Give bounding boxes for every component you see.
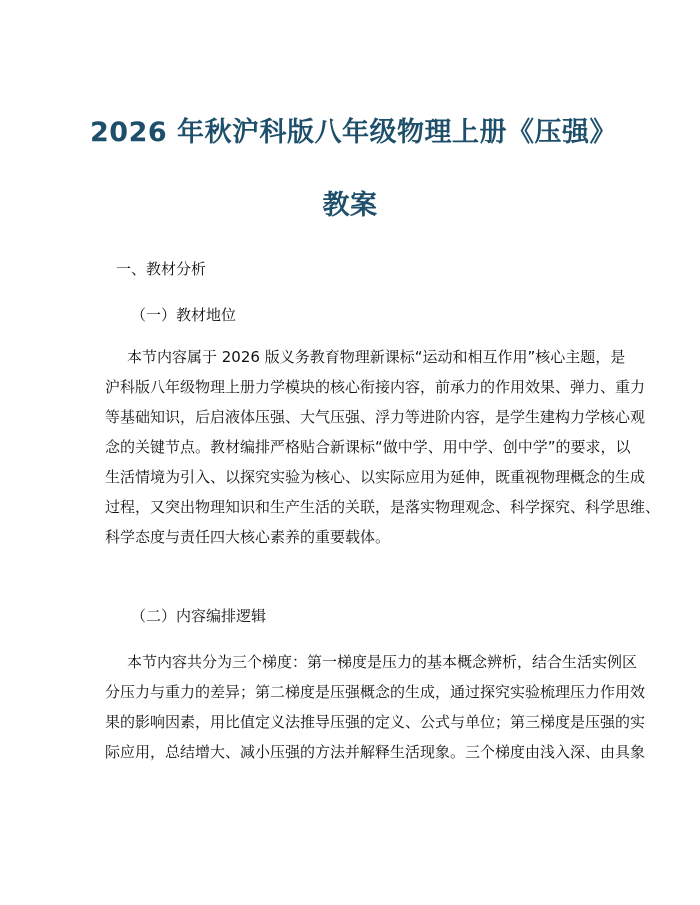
section-heading-textbook-analysis: 一、教材分析 [116,260,207,278]
paragraph-line: 分压力与重力的差异；第二梯度是压强概念的生成，通过探究实验梳理压力作用效 [105,683,646,701]
subsection-heading-content-logic: （二）内容编排逻辑 [131,607,267,625]
paragraph-line: 念的关键节点。教材编排严格贴合新课标“做中学、用中学、创中学”的要求，以 [105,438,631,456]
paragraph-line: 等基础知识，后启液体压强、大气压强、浮力等进阶内容，是学生建构力学核心观 [105,408,646,426]
paragraph-line: 本节内容共分为三个梯度：第一梯度是压力的基本概念辨析，结合生活实例区 [127,653,638,671]
paragraph-line: 生活情境为引入、以探究实验为核心、以实际应用为延伸，既重视物理概念的生成 [105,468,646,486]
paragraph-line: 科学态度与责任四大核心素养的重要载体。 [105,528,391,546]
paragraph-line: 本节内容属于 2026 版义务教育物理新课标“运动和相互作用”核心主题，是 [127,348,626,366]
paragraph-line: 过程，又突出物理知识和生产生活的关联，是落实物理观念、科学探究、科学思维、 [105,498,661,516]
document-title-line-2: 教案 [322,190,378,221]
paragraph-line: 际应用，总结增大、减小压强的方法并解释生活现象。三个梯度由浅入深、由具象 [105,743,646,761]
document-title-line-1: 2026 年秋沪科版八年级物理上册《压强》 [90,117,618,148]
paragraph-textbook-position [105,342,661,552]
paragraph-line: 沪科版八年级物理上册力学模块的核心衔接内容，前承力的作用效果、弹力、重力 [105,378,646,396]
paragraph-content-logic [105,647,646,767]
subsection-heading-textbook-position: （一）教材地位 [131,306,237,324]
paragraph-line: 果的影响因素，用比值定义法推导压强的定义、公式与单位；第三梯度是压强的实 [105,713,646,731]
